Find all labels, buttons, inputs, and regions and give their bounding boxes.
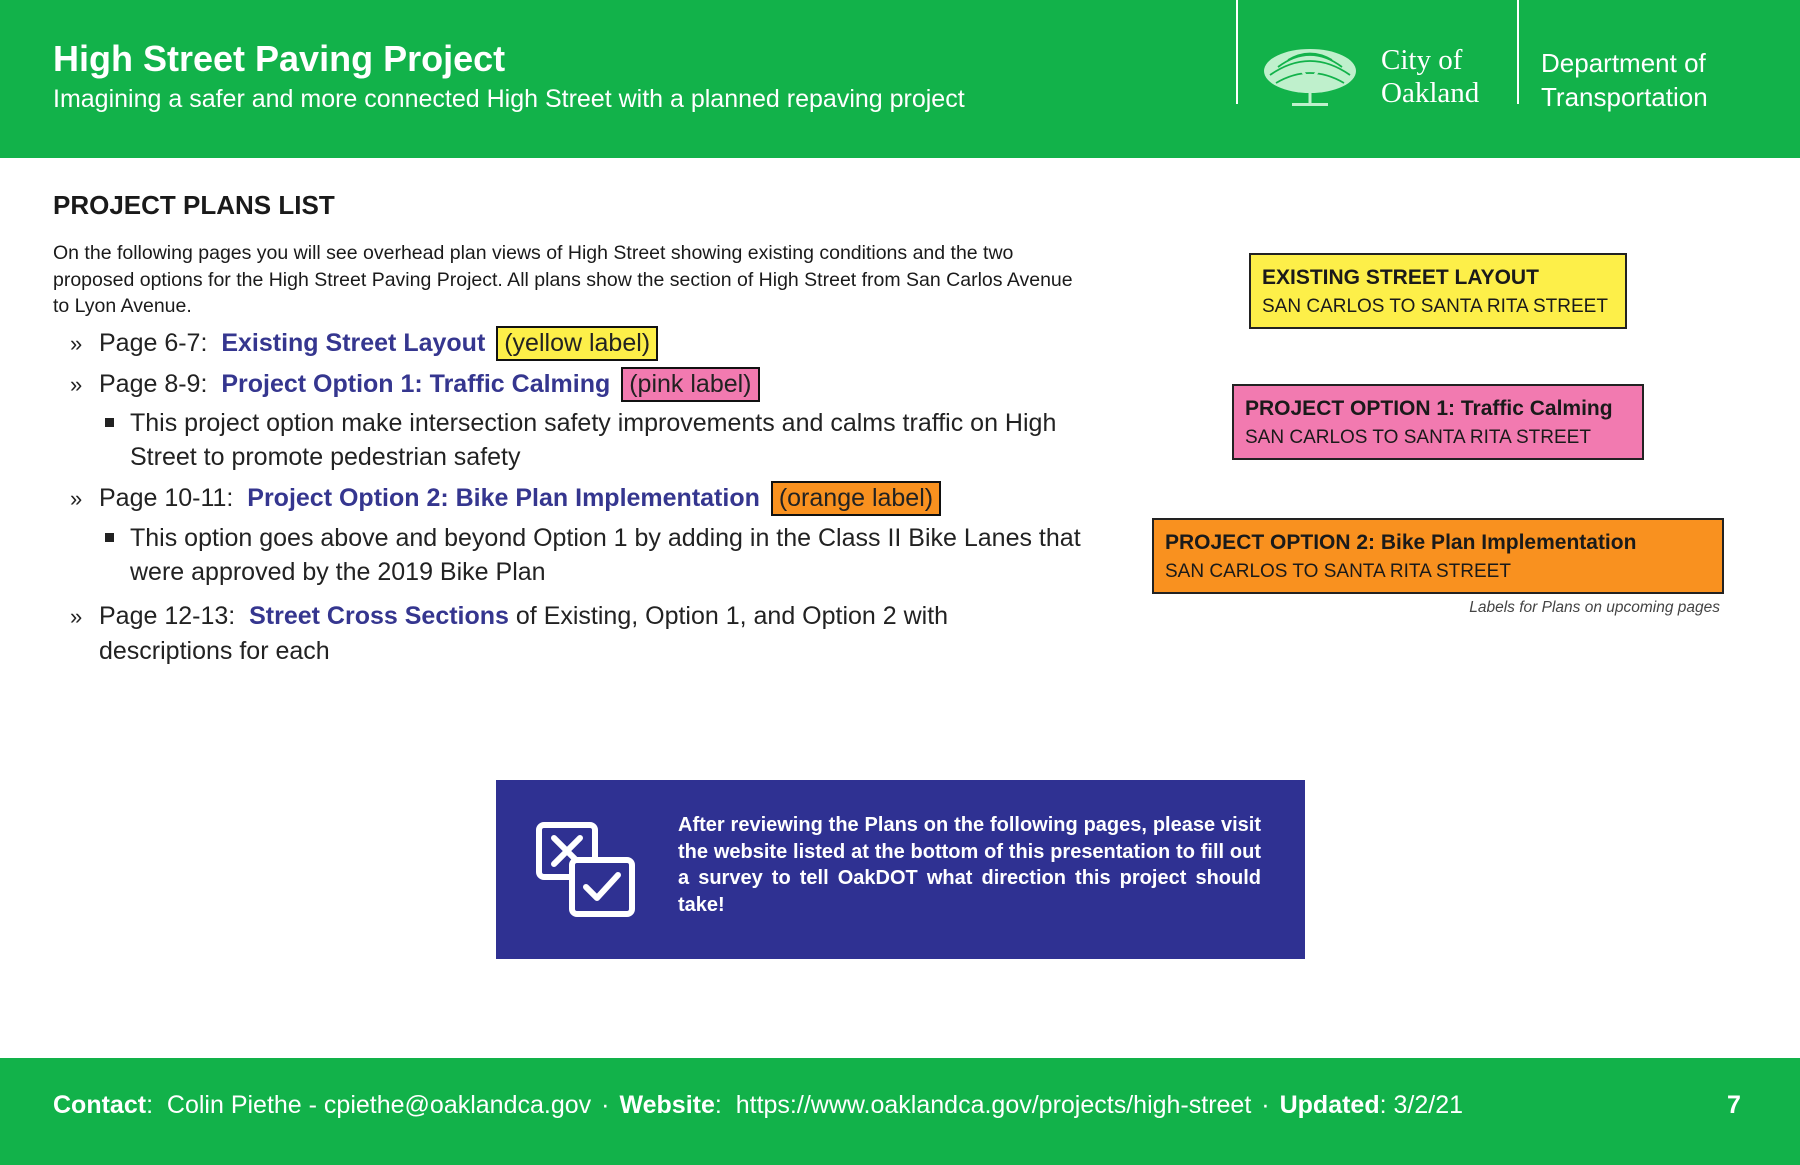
sub-list-item	[130, 406, 1090, 474]
survey-checkbox-icon	[536, 822, 636, 917]
page-range: Page 12-13:	[99, 602, 236, 630]
page-title: High Street Paving Project	[53, 38, 506, 79]
department-name	[1541, 46, 1708, 114]
page-number: 7	[1727, 1091, 1741, 1119]
list-item	[70, 599, 1059, 668]
intro-paragraph: On the following pages you will see overhead plan views of High Street showing existing conditions and the two proposed options for the High Street Paving Project. All plans show the section of High Street from San Carlos Avenue to Lyon Avenue.	[53, 242, 1073, 317]
square-bullet-icon	[105, 418, 114, 427]
callout-text: After reviewing the Plans on the following pages, please visit the website listed at the bottom of this presentation to fill out a survey to tell OakDOT what direction this project should take!	[678, 814, 1261, 916]
list-item	[70, 367, 760, 402]
website-label: Website	[619, 1091, 715, 1119]
option-2-label	[1152, 518, 1724, 594]
contact-label: Contact	[53, 1091, 147, 1119]
header-divider	[1236, 0, 1238, 104]
plan-description: of Existing, Option 1, and Option 2 with descriptions for each	[99, 602, 949, 665]
website-link[interactable]: https://www.oaklandca.gov/projects/high-street	[735, 1091, 1252, 1119]
dept-line-2: Transportation	[1541, 82, 1708, 112]
label-subtitle: SAN CARLOS TO SANTA RITA STREET	[1262, 296, 1608, 317]
list-marker: »	[70, 331, 83, 356]
list-marker: »	[70, 372, 83, 397]
sub-list-item	[130, 521, 1090, 589]
list-marker: »	[70, 604, 83, 629]
label-subtitle: SAN CARLOS TO SANTA RITA STREET	[1165, 561, 1511, 582]
contact-value[interactable]: Colin Piethe - cpiethe@oaklandca.gov	[166, 1091, 592, 1119]
labels-caption: Labels for Plans on upcoming pages	[1469, 599, 1720, 616]
label-title: PROJECT OPTION 2: Bike Plan Implementation	[1165, 531, 1637, 554]
logo-line-1: City of	[1381, 44, 1463, 76]
section-heading: PROJECT PLANS LIST	[53, 190, 335, 220]
option-1-label	[1232, 384, 1644, 460]
label-title: PROJECT OPTION 1: Traffic Calming	[1245, 397, 1613, 420]
footer-separator: ·	[1261, 1091, 1270, 1119]
sub-item-text: This project option make intersection safety improvements and calms traffic on High Street to promote pedestrian safety	[130, 409, 1057, 471]
page-range: Page 10-11:	[99, 484, 234, 512]
logo-line-2: Oakland	[1381, 77, 1480, 109]
city-of-oakland-wordmark	[1381, 44, 1479, 110]
list-item	[70, 481, 941, 516]
existing-street-label	[1249, 253, 1627, 329]
plan-title: Project Option 2: Bike Plan Implementation	[247, 484, 760, 512]
pink-label-tag: (pink label)	[621, 367, 759, 402]
orange-label-tag: (orange label)	[771, 481, 941, 516]
square-bullet-icon	[105, 533, 114, 542]
list-marker: »	[70, 486, 83, 511]
yellow-label-tag: (yellow label)	[496, 326, 658, 361]
page-subtitle: Imagining a safer and more connected High Street with a planned repaving project	[53, 85, 965, 113]
page-range: Page 8-9:	[99, 370, 208, 398]
dept-line-1: Department of	[1541, 48, 1706, 78]
updated-label: Updated	[1279, 1091, 1380, 1119]
header-banner	[0, 0, 1800, 158]
survey-callout	[496, 780, 1305, 959]
label-title: EXISTING STREET LAYOUT	[1262, 266, 1539, 289]
footer-separator: ·	[601, 1091, 610, 1119]
footer-bar	[0, 1058, 1800, 1165]
list-item	[70, 326, 658, 361]
sub-item-text: This option goes above and beyond Option 1 by adding in the Class II Bike Lanes that were approved by the 2019 Bike Plan	[130, 524, 1081, 586]
oak-tree-logo-icon	[1262, 45, 1358, 107]
header-divider-2	[1517, 0, 1519, 104]
page-range: Page 6-7:	[99, 329, 208, 357]
footer-info: Contact: Colin Piethe - cpiethe@oaklandca.gov · Website: https://www.oaklandca.gov/projects/high-street · Updated: 3/2/21	[53, 1091, 1464, 1119]
plan-title: Existing Street Layout	[221, 329, 486, 357]
updated-date: 3/2/21	[1393, 1091, 1464, 1119]
plan-title: Project Option 1: Traffic Calming	[221, 370, 611, 398]
plan-title: Street Cross Sections	[249, 602, 509, 630]
label-subtitle: SAN CARLOS TO SANTA RITA STREET	[1245, 427, 1591, 448]
